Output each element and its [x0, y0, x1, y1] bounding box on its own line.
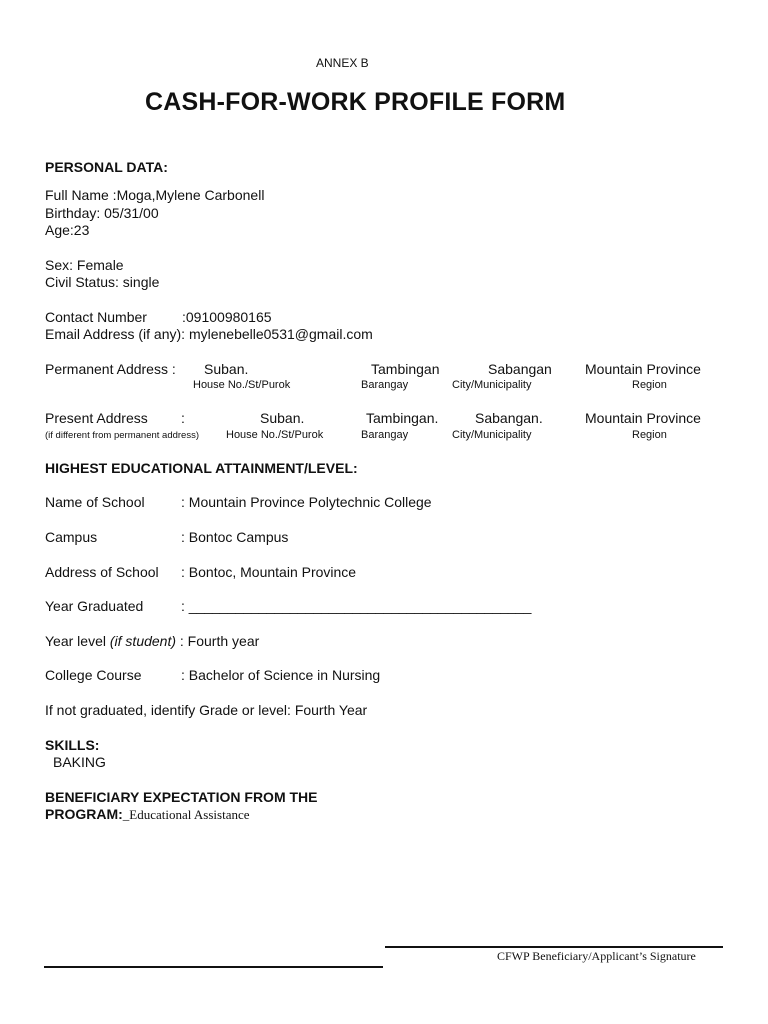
birthday: Birthday: 05/31/00 — [45, 205, 159, 221]
not-graduated-level: If not graduated, identify Grade or level: Fourth Year — [45, 702, 368, 718]
present-address-note: (if different from permanent address) — [45, 430, 200, 441]
permanent-region: Mountain Province — [585, 361, 701, 377]
skills-value: BAKING — [53, 754, 106, 770]
signature-caption: CFWP Beneficiary/Applicant’s Signature — [497, 949, 696, 963]
contact-number-label: Contact Number — [45, 309, 147, 325]
email-address: Email Address (if any): mylenebelle0531@gmail.com — [45, 326, 373, 342]
expectation-heading-line2: PROGRAM: — [45, 806, 123, 822]
present-caption-house: House No./St/Purok — [226, 429, 324, 441]
education-heading: HIGHEST EDUCATIONAL ATTAINMENT/LEVEL: — [45, 460, 358, 476]
school-name-label: Name of School — [45, 494, 145, 510]
year-level-row — [45, 633, 259, 650]
school-address-label: Address of School — [45, 564, 159, 580]
signature-line — [385, 946, 723, 948]
present-barangay: Tambingan. — [366, 410, 439, 426]
contact-number-value: :09100980165 — [182, 309, 272, 325]
year-level-note: (if student) — [109, 633, 177, 649]
permanent-caption-barangay: Barangay — [361, 379, 409, 391]
present-caption-barangay: Barangay — [361, 429, 409, 441]
skills-heading: SKILLS: — [45, 737, 100, 753]
college-course-value: : Bachelor of Science in Nursing — [181, 667, 381, 683]
year-level-value: : Fourth year — [179, 633, 260, 649]
permanent-caption-region: Region — [632, 379, 667, 391]
permanent-caption-city: City/Municipality — [452, 379, 532, 391]
present-caption-city: City/Municipality — [452, 429, 532, 441]
present-address-colon: : — [181, 410, 185, 426]
campus-value: : Bontoc Campus — [181, 529, 289, 545]
permanent-address-label: Permanent Address : — [45, 361, 176, 377]
personal-data-heading: PERSONAL DATA: — [45, 159, 168, 175]
school-name-value: : Mountain Province Polytechnic College — [181, 494, 432, 510]
expectation-heading-line1: BENEFICIARY EXPECTATION FROM THE — [45, 789, 318, 805]
form-title: CASH-FOR-WORK PROFILE FORM — [145, 88, 566, 116]
present-region: Mountain Province — [585, 410, 701, 426]
full-name: Full Name :Moga,Mylene Carbonell — [45, 187, 265, 203]
annex-label: ANNEX B — [316, 56, 369, 70]
permanent-caption-house: House No./St/Purok — [193, 379, 291, 391]
sex: Sex: Female — [45, 257, 124, 273]
year-graduated-label: Year Graduated — [45, 598, 144, 614]
present-address-label: Present Address — [45, 410, 148, 426]
year-level-label: Year level — [45, 633, 106, 649]
year-graduated-value: : ____________________________________________ — [181, 598, 532, 614]
permanent-barangay: Tambingan — [371, 361, 440, 377]
permanent-city: Sabangan — [488, 361, 552, 377]
permanent-house: Suban. — [204, 361, 249, 377]
present-house: Suban. — [260, 410, 305, 426]
age: Age:23 — [45, 222, 90, 238]
school-address-value: : Bontoc, Mountain Province — [181, 564, 357, 580]
college-course-label: College Course — [45, 667, 142, 683]
expectation-value: _Educational Assistance — [122, 807, 250, 822]
present-caption-region: Region — [632, 429, 667, 441]
secondary-signature-line — [44, 966, 383, 968]
campus-label: Campus — [45, 529, 98, 545]
expectation-row — [45, 806, 250, 823]
civil-status: Civil Status: single — [45, 274, 160, 290]
present-city: Sabangan. — [475, 410, 543, 426]
